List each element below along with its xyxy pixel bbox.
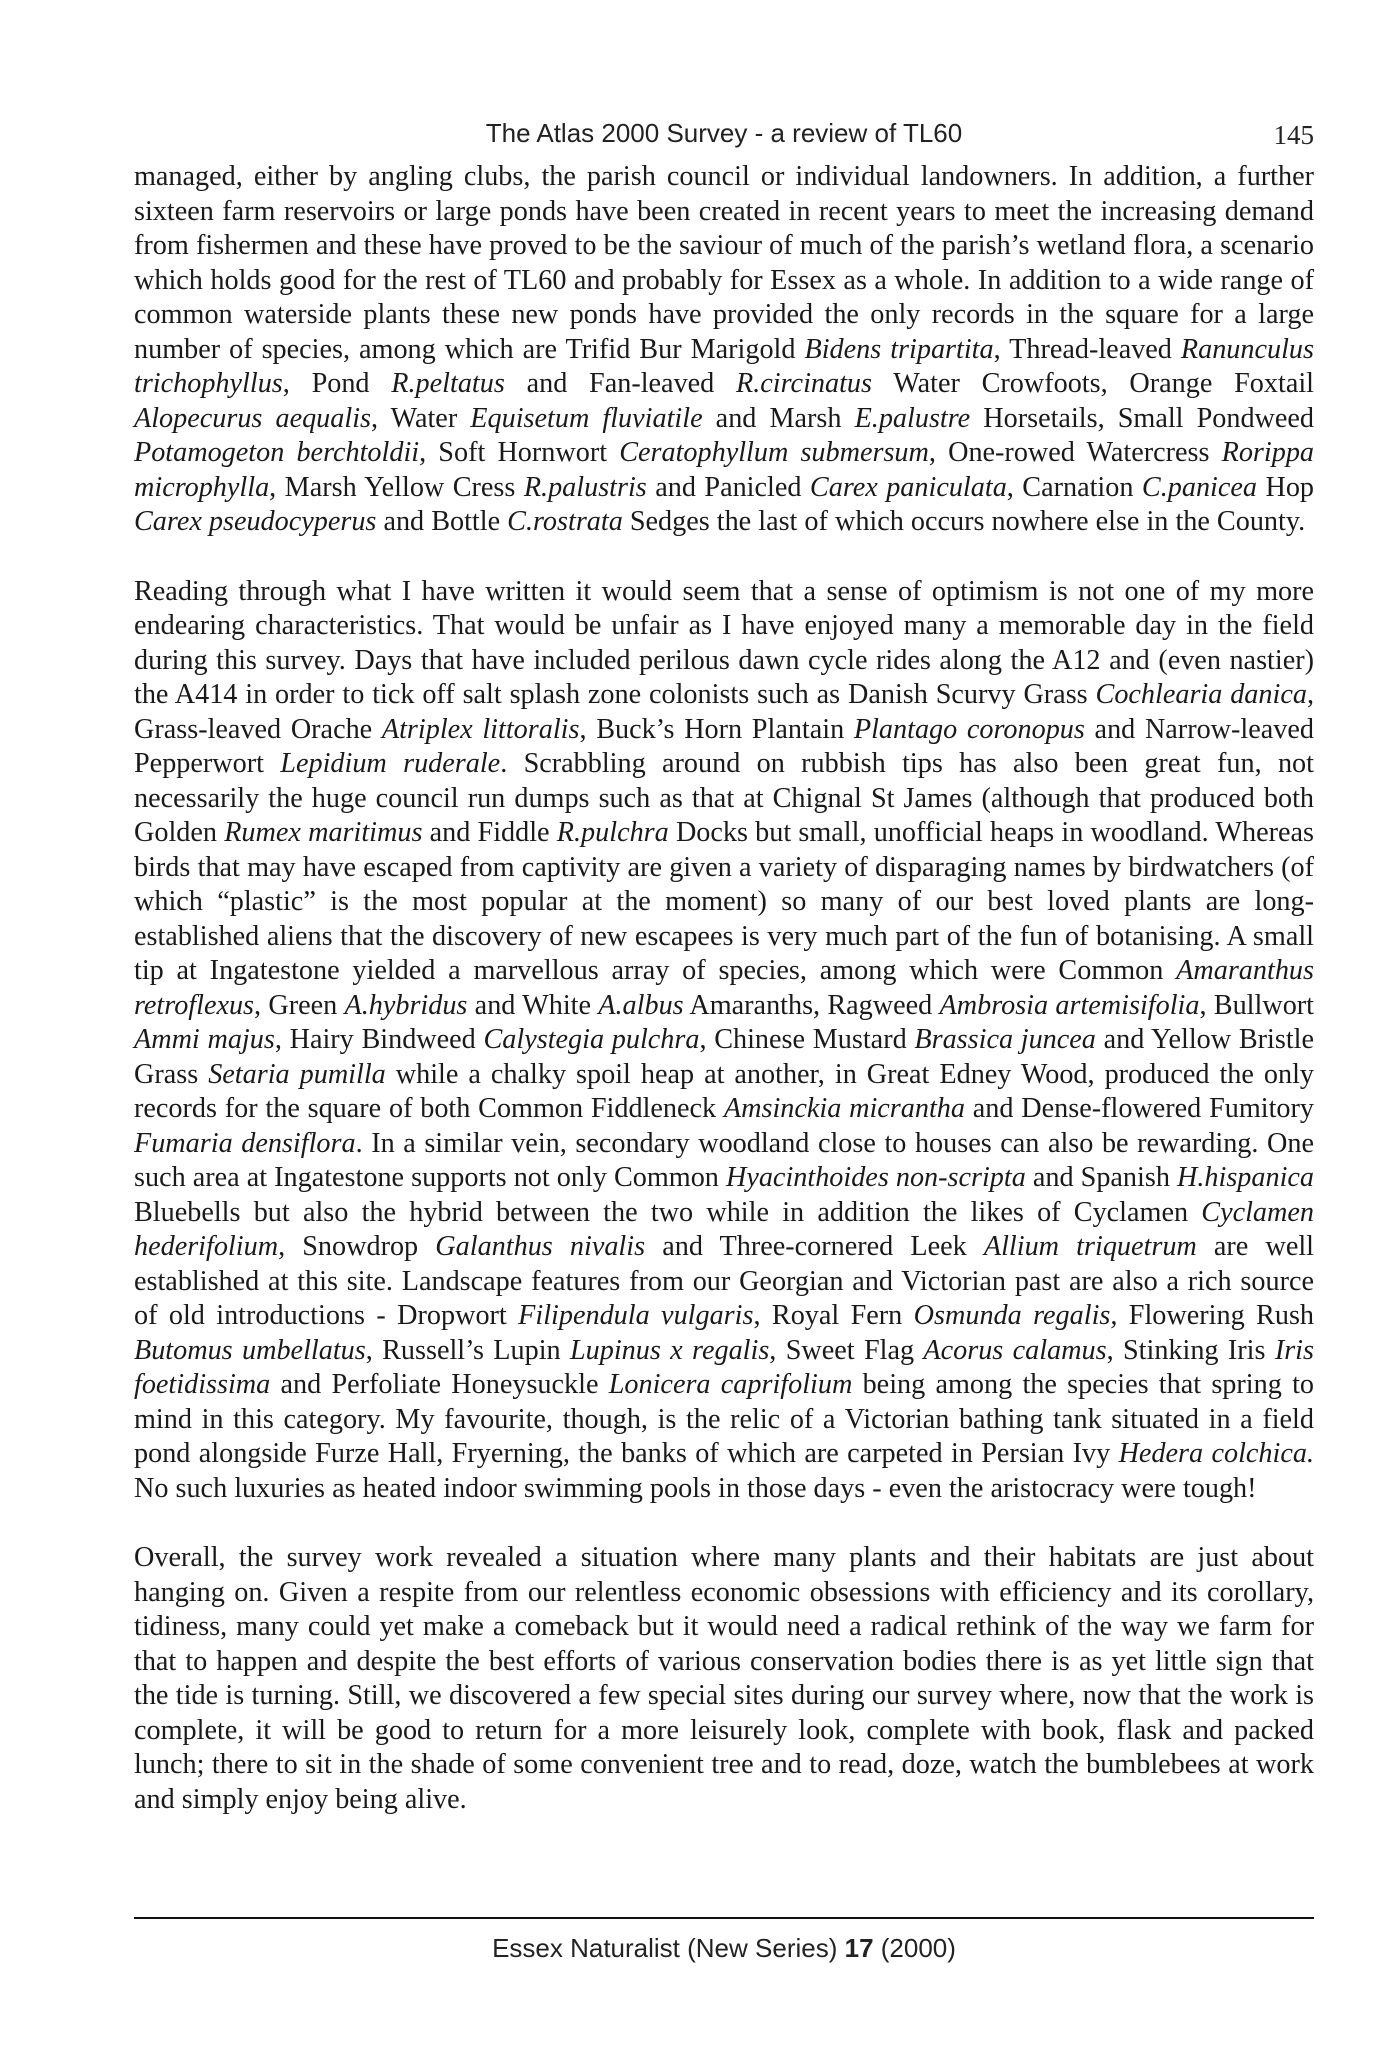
text-run: Docks but small, unofficial heaps in woodland. Whereas birds that may have escaped from captivity are given a variety of disparaging names by birdwatchers (of which “plastic” is the most popular at the moment) so many of our best loved plants are long-established aliens that the discovery of new escapees is very much part of the fun of botanising. A small tip at Ingatestone yielded a marvellous array of species, among which were Common xyxy=(134,817,1314,986)
text-run: managed, either by angling clubs, the parish council or individual landowners. In addition, a further sixteen farm reservoirs or large ponds have been created in recent years to meet the increasing demand from fishermen and these have proved to be the saviour of much of the parish’s wetland flora, a scenario which holds good for the rest of TL60 and probably for Essex as a whole. In addition to a wide range of common waterside plants these new ponds have provided the only records in the square for a large number of species, among which are Trifid Bur Marigold xyxy=(134,161,1314,365)
species-name: Filipendula vulgaris xyxy=(518,1300,754,1331)
species-name: R.peltatus xyxy=(391,368,505,399)
species-name: R.palustris xyxy=(523,471,647,503)
text-run: , Pond xyxy=(282,368,392,399)
species-name: Cyclamen hederifolium xyxy=(134,1196,1314,1262)
species-name: Hyacinthoides non-scripta xyxy=(725,1162,1026,1193)
text-run: , Marsh Yellow Cress xyxy=(269,471,524,503)
text-run: , Russell’s Lupin xyxy=(365,1334,570,1366)
species-name: C.rostrata xyxy=(507,506,623,537)
text-run: , Stinking Iris xyxy=(1106,1334,1275,1366)
species-name: Ambrosia artemisifolia xyxy=(939,989,1200,1021)
text-run: and Spanish xyxy=(1025,1162,1177,1193)
species-name: Acorus calamus xyxy=(923,1334,1107,1366)
species-name: A.hybridus xyxy=(344,989,468,1021)
species-name: Equisetum fluviatile xyxy=(470,402,703,434)
paragraph xyxy=(134,160,1314,540)
text-run: . In a similar vein, secondary woodland close to houses can also be rewarding. One such area at Ingatestone supports not only Common xyxy=(134,1127,1314,1193)
text-run: , Sweet Flag xyxy=(769,1334,924,1366)
species-name: Atriplex littoralis xyxy=(381,713,580,745)
text-run: , Thread-leaved xyxy=(993,333,1181,365)
text-run: and Fan-leaved xyxy=(504,368,737,399)
species-name: Osmunda regalis, xyxy=(913,1300,1118,1331)
text-run: , Hairy Bindweed xyxy=(274,1024,484,1055)
text-run: , Grass-leaved Orache xyxy=(134,679,1314,745)
species-name: Setaria pumilla xyxy=(208,1058,386,1090)
species-name: Allium triquetrum xyxy=(983,1231,1197,1262)
publication-year: (2000) xyxy=(880,1933,956,1963)
species-name: Carex paniculata xyxy=(809,471,1007,503)
text-run: and Yellow Bristle Grass xyxy=(134,1024,1314,1090)
species-name: R.pulchra xyxy=(556,817,669,848)
text-run: , Carnation xyxy=(1006,471,1142,503)
text-run: , Buck’s Horn Plantain xyxy=(579,713,854,745)
text-run: and Panicled xyxy=(646,471,810,503)
journal-name: Essex Naturalist (New Series) xyxy=(492,1933,838,1963)
species-name: R.circinatus xyxy=(736,368,872,399)
volume-number: 17 xyxy=(844,1933,874,1963)
text-run: and Perfoliate Honeysuckle xyxy=(270,1369,609,1400)
text-run: Reading through what I have written it would seem that a sense of optimism is not one of my more endearing characteristics. That would be unfair as I have enjoyed many a memorable day in the field during this survey. Days that have included perilous dawn cycle rides along the A12 and (even nastier) the A414 in order to tick off salt splash zone colonists such as Danish Scurvy Grass xyxy=(134,575,1314,710)
species-name: Plantago coronopus xyxy=(853,713,1085,745)
text-run: and Bottle xyxy=(376,506,508,537)
text-run: No such luxuries as heated indoor swimming pools in those days - even the aristocracy were tough! xyxy=(134,1472,1257,1504)
text-run: and Narrow-leaved Pepperwort xyxy=(134,713,1314,779)
species-name: Cochlearia danica xyxy=(1095,679,1307,710)
species-name: Butomus umbellatus xyxy=(134,1334,366,1366)
species-name: Amsinckia micrantha xyxy=(723,1093,965,1124)
text-run: , Green xyxy=(254,989,345,1021)
text-run: Water Crowfoots, Orange Foxtail xyxy=(872,368,1314,399)
text-run: , Soft Hornwort xyxy=(419,437,620,468)
text-run: and Dense-flowered Fumitory xyxy=(965,1093,1314,1124)
species-name: C.panicea xyxy=(1141,471,1257,503)
text-run: , Snowdrop xyxy=(278,1231,436,1262)
species-name: H.hispanica xyxy=(1177,1162,1315,1193)
text-run: being among the species that spring to mind in this category. My favourite, though, is the relic of a Victorian bathing tank situated in a field pond alongside Furze Hall, Fryerning, the banks of which are carpeted in Persian Ivy xyxy=(134,1369,1314,1469)
text-run: , Water xyxy=(371,402,471,434)
text-run: and Three-cornered Leek xyxy=(645,1231,984,1262)
species-name: Iris foetidissima xyxy=(134,1334,1314,1400)
page-number: 145 xyxy=(1273,120,1314,150)
species-name: Lonicera caprifolium xyxy=(608,1369,853,1400)
text-run: and Fiddle xyxy=(422,817,557,848)
text-run: , Bullwort xyxy=(1199,989,1315,1021)
species-name: Fumaria densiflora xyxy=(134,1127,356,1159)
species-name: Bidens tripartita xyxy=(804,333,994,365)
text-run: are well established at this site. Landscape features from our Georgian and Victorian past are also a rich source of old introductions - Dropwort xyxy=(134,1231,1314,1331)
species-name: Rorippa microphylla xyxy=(134,437,1315,503)
species-name: Ranunculus trichophyllus xyxy=(134,333,1314,399)
text-run: Overall, the survey work revealed a situation where many plants and their habitats are just about hanging on. Given a respite from our relentless economic obsessions with efficiency and its corollary, tidiness, many could yet make a comeback but it would need a radical rethink of the way we farm for that to happen and despite the best efforts of various conservation bodies there is as yet little sign that the tide is turning. Still, we discovered a few special sites during our survey where, now that the work is complete, it will be good to return for a more leisurely look, complete with book, flask and packed lunch; there to sit in the shade of some convenient tree and to read, doze, watch the bumblebees at work and simply enjoy being alive. xyxy=(134,1542,1314,1815)
species-name: Ceratophyllum submersum xyxy=(619,437,929,468)
species-name: Calystegia pulchra xyxy=(483,1024,700,1055)
text-run: Flowering Rush xyxy=(1117,1300,1315,1331)
species-name: Potamogeton berchtoldii xyxy=(134,437,420,468)
species-name: E.palustre xyxy=(854,402,971,434)
text-run: , Chinese Mustard xyxy=(699,1024,915,1055)
text-run: while a chalky spoil heap at another, in Great Edney Wood, produced the only records for the square of both Common Fiddleneck xyxy=(134,1058,1314,1124)
species-name: Lepidium ruderale xyxy=(280,748,501,779)
paragraph xyxy=(134,575,1314,1507)
species-name: Rumex maritimus xyxy=(224,817,423,848)
species-name: Brassica juncea xyxy=(914,1024,1096,1055)
text-run: Amaranths, Ragweed xyxy=(683,989,940,1021)
species-name: Galanthus nivalis xyxy=(435,1231,646,1262)
page-footer xyxy=(134,1933,1314,1964)
paragraph xyxy=(134,1541,1314,1817)
text-run: . Scrabbling around on rubbish tips has also been great fun, not necessarily the huge council run dumps such as that at Chignal St James (although that produced both Golden xyxy=(134,748,1314,848)
text-run: and White xyxy=(467,989,599,1021)
text-run: , Royal Fern xyxy=(753,1300,914,1331)
species-name: Carex pseudocyperus xyxy=(134,506,377,537)
text-run: , One-rowed Watercress xyxy=(928,437,1222,468)
text-run: Bluebells but also the hybrid between the two while in addition the likes of Cyclamen xyxy=(134,1196,1202,1228)
article-body xyxy=(134,160,1314,1852)
species-name: Amaranthus retroflexus xyxy=(134,955,1314,1021)
text-run: Sedges the last of which occurs nowhere else in the County. xyxy=(622,506,1306,537)
text-run: Horsetails, Small Pondweed xyxy=(970,402,1315,434)
running-title: The Atlas 2000 Survey - a review of TL60 xyxy=(485,118,963,148)
running-head xyxy=(134,118,1314,158)
species-name: Alopecurus aequalis xyxy=(134,402,371,434)
text-run: and Marsh xyxy=(702,402,855,434)
species-name: Hedera colchica. xyxy=(1118,1438,1314,1469)
species-name: Lupinus x regalis xyxy=(569,1334,770,1366)
footer-rule xyxy=(134,1917,1314,1919)
species-name: A.albus xyxy=(598,989,684,1021)
species-name: Ammi majus xyxy=(134,1024,275,1055)
text-run: Hop xyxy=(1257,471,1315,503)
